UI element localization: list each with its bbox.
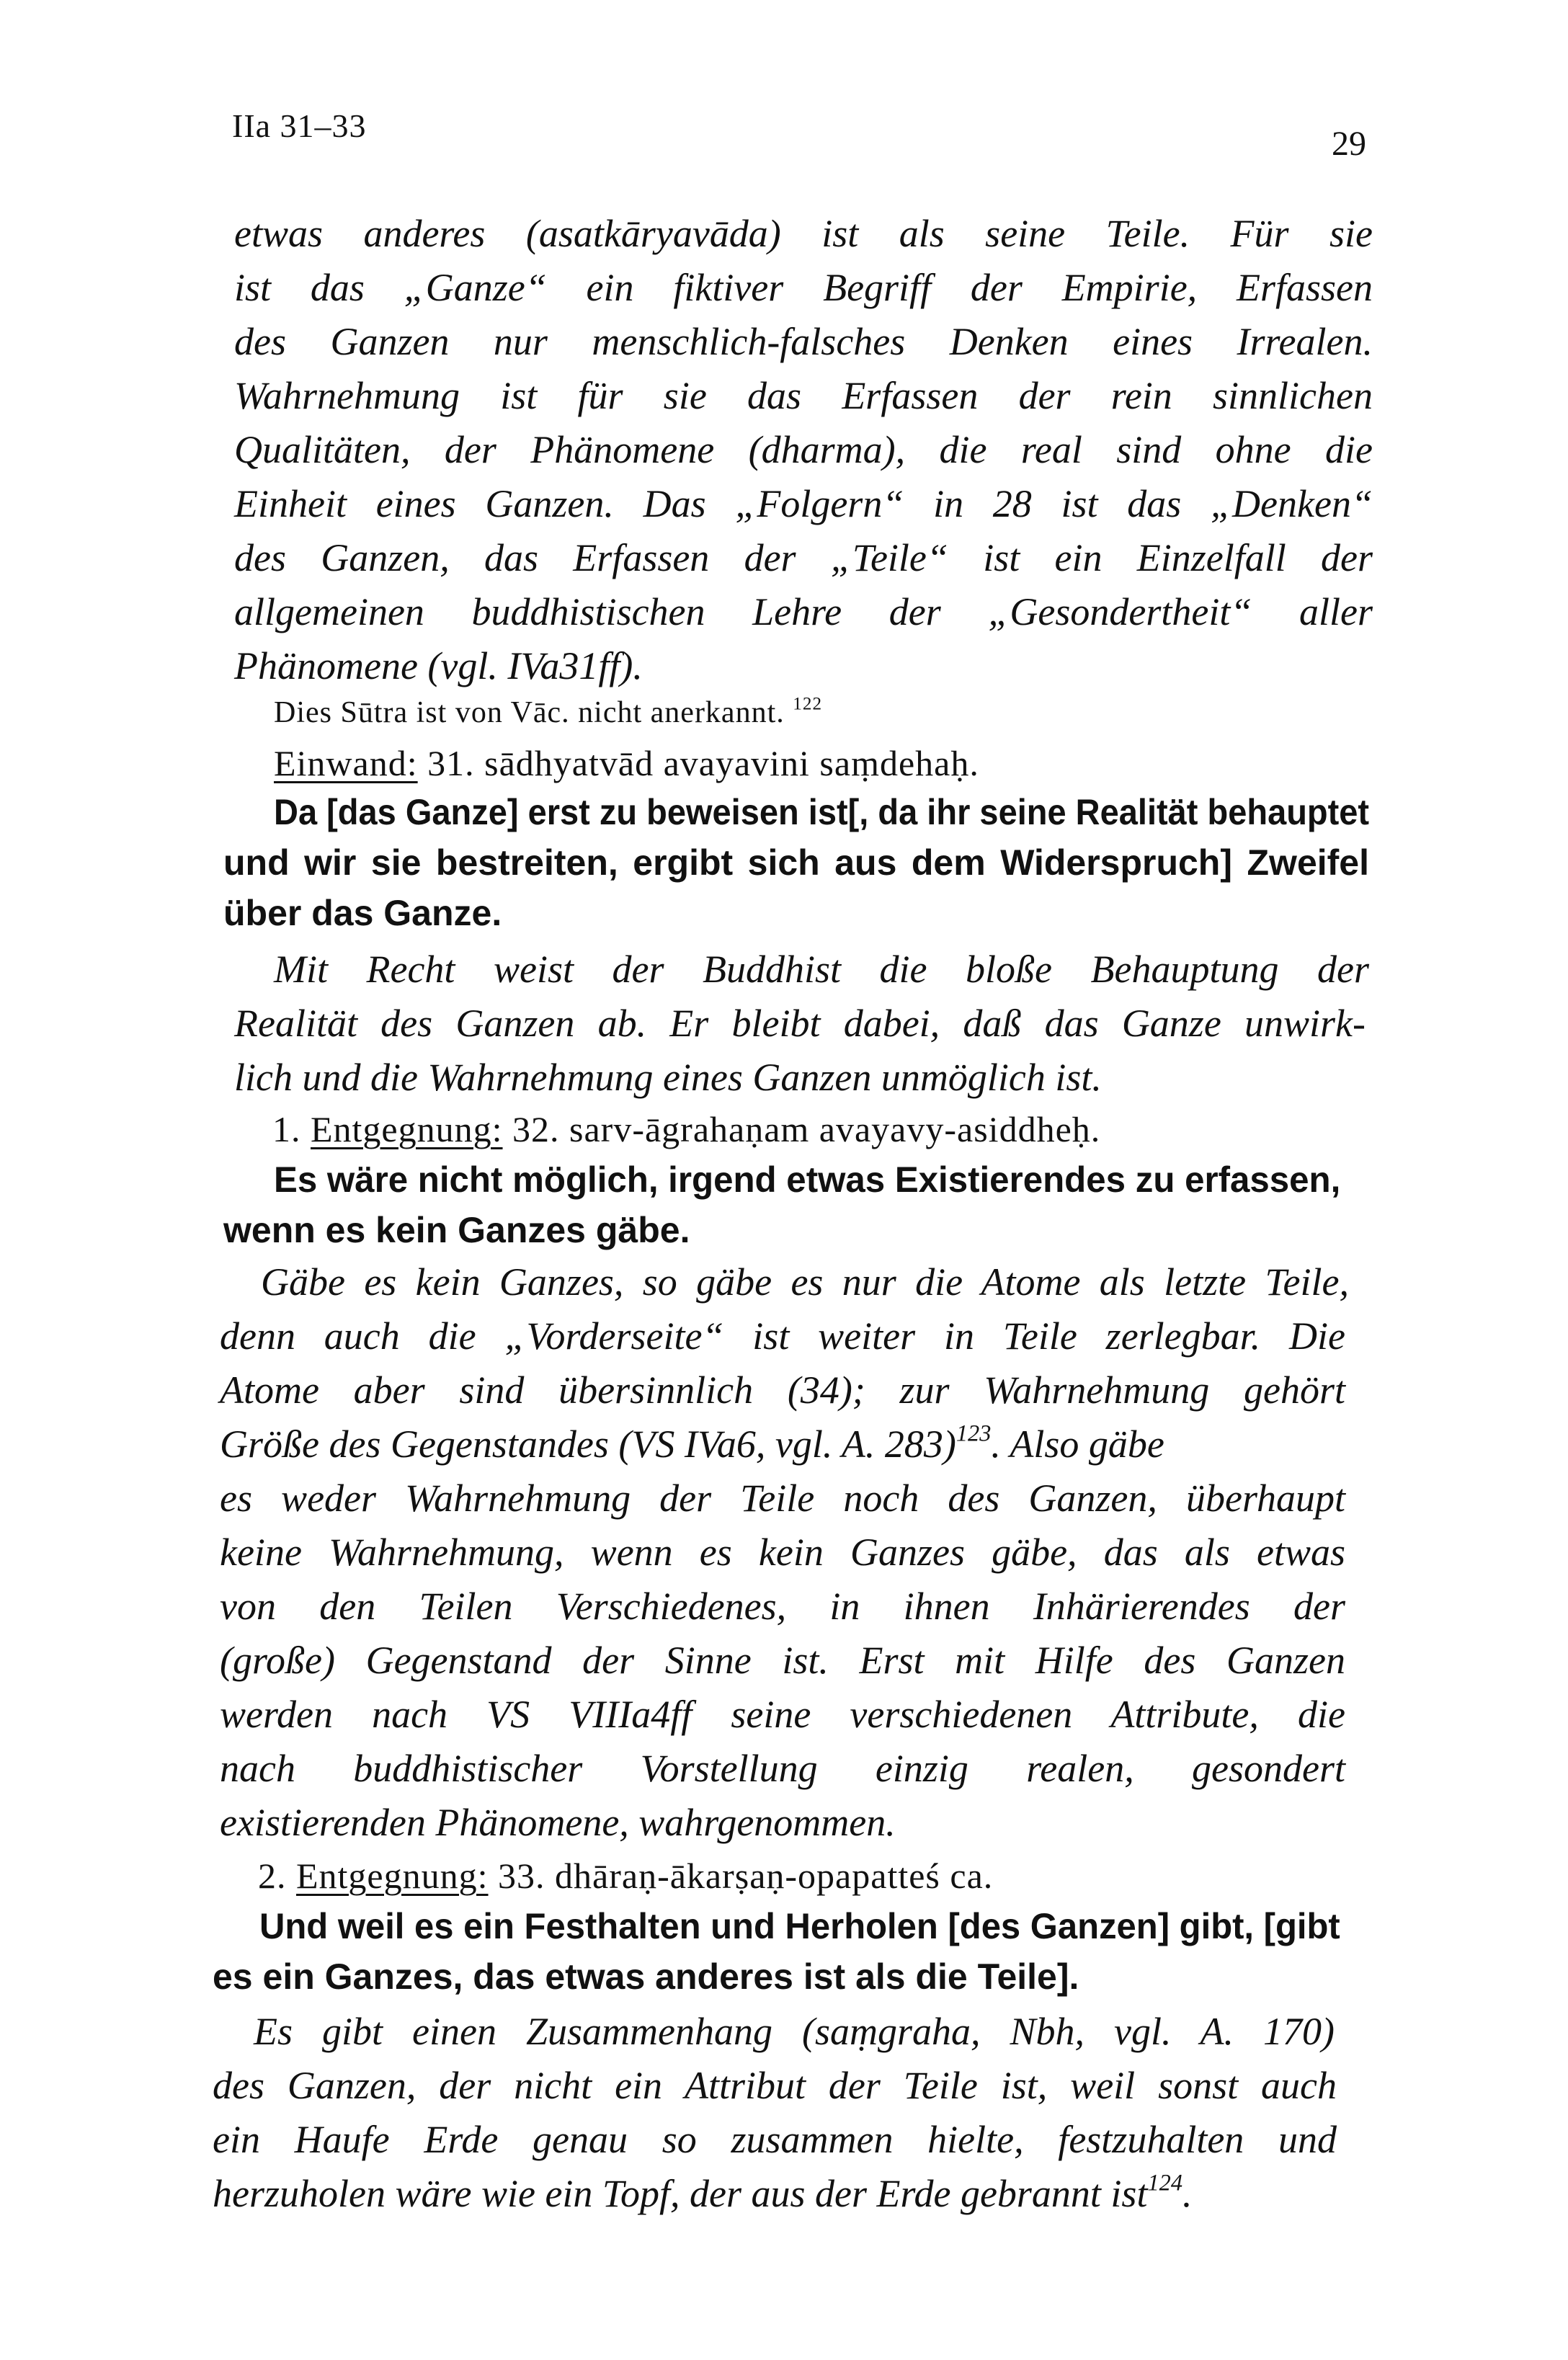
translation-line: wenn es kein Ganzes gäbe.: [223, 1210, 690, 1250]
running-header: IIa 31–33: [232, 107, 367, 144]
translation-line: über das Ganze.: [223, 893, 502, 933]
text-line: Größe des Gegenstandes (VS IVa6, vgl. A. 283)$^{123}$. Also gäbe: [220, 1420, 1164, 1466]
text-line: Gäbe es kein Ganzes, so gäbe es nur die Atome als letzte Teile,: [261, 1260, 1349, 1304]
text-line: Atome aber sind übersinnlich (34); zur Wahrnehmung gehört: [220, 1368, 1345, 1412]
text-line: etwas anderes (asatkāryavāda) ist als seine Teile. Für sie: [234, 212, 1373, 255]
text-line: lich und die Wahrnehmung eines Ganzen unmöglich ist.: [234, 1056, 1102, 1099]
text-line: allgemeinen buddhistischen Lehre der „Gesondertheit“ aller: [234, 590, 1373, 633]
sutra-label: Entgegnung:: [296, 1856, 489, 1896]
sutra-note: Dies Sūtra ist von Vāc. nicht anerkannt. $^{122}$: [274, 694, 823, 729]
text-line: Qualitäten, der Phänomene (dharma), die real sind ohne die: [234, 428, 1373, 471]
text-line: Einheit eines Ganzen. Das „Folgern“ in 28 ist das „Denken“: [234, 482, 1373, 525]
text-line: herzuholen wäre wie ein Topf, der aus der Erde gebrannt ist$^{124}$.: [213, 2170, 1193, 2215]
page-number: 29: [1332, 125, 1366, 163]
text-line: existierenden Phänomene, wahrgenommen.: [220, 1801, 896, 1844]
translation-line: es ein Ganzes, das etwas anderes ist als die Teile].: [213, 1956, 1079, 1997]
sutra-32: 1. Entgegnung: 32. sarv-āgrahaṇam avayavy-asiddheḥ.: [272, 1109, 1101, 1149]
text-line: des Ganzen, der nicht ein Attribut der Teile ist, weil sonst auch: [213, 2064, 1337, 2107]
footnote-ref: 123: [956, 1420, 992, 1447]
text-line: Realität des Ganzen ab. Er bleibt dabei, daß das Ganze unwirk-: [234, 1002, 1366, 1045]
translation-line: Es wäre nicht möglich, irgend etwas Existierendes zu erfassen,: [274, 1159, 1341, 1200]
text-line: des Ganzen nur menschlich-falsches Denken eines Irrealen.: [234, 320, 1373, 363]
text-line: Wahrnehmung ist für sie das Erfassen der rein sinnlichen: [234, 374, 1373, 417]
sutra-33: 2. Entgegnung: 33. dhāraṇ-ākarṣaṇ-opapatteś ca.: [258, 1856, 994, 1896]
translation-line: und wir sie bestreiten, ergibt sich aus dem Widerspruch] Zweifel: [223, 842, 1369, 883]
text-line: (große) Gegenstand der Sinne ist. Erst mit Hilfe des Ganzen: [220, 1639, 1345, 1682]
sutra-31: Einwand: 31. sādhyatvād avayavini saṃdehaḥ.: [274, 743, 979, 783]
text-line: Phänomene (vgl. IVa31ff).: [234, 644, 643, 687]
text-line: werden nach VS VIIIa4ff seine verschiedenen Attribute, die: [220, 1693, 1345, 1736]
translation-line: Da [das Ganze] erst zu beweisen ist[, da ihr seine Realität behauptet: [274, 792, 1370, 832]
sutra-label: Einwand:: [274, 743, 418, 783]
translation-line: Und weil es ein Festhalten und Herholen [des Ganzen] gibt, [gibt: [259, 1906, 1340, 1946]
sutra-label: Entgegnung:: [311, 1109, 503, 1149]
footnote-ref: 122: [793, 694, 823, 714]
text-line: es weder Wahrnehmung der Teile noch des Ganzen, überhaupt: [220, 1477, 1345, 1520]
text-line: des Ganzen, das Erfassen der „Teile“ ist ein Einzelfall der: [234, 536, 1373, 579]
text-line: von den Teilen Verschiedenes, in ihnen Inhärierendes der: [220, 1585, 1345, 1628]
text-line: Mit Recht weist der Buddhist die bloße Behauptung der: [274, 948, 1369, 991]
text-line: keine Wahrnehmung, wenn es kein Ganzes gäbe, das als etwas: [220, 1531, 1345, 1574]
text-line: denn auch die „Vorderseite“ ist weiter in Teile zerlegbar. Die: [220, 1314, 1345, 1358]
text-line: ist das „Ganze“ ein fiktiver Begriff der Empirie, Erfassen: [234, 266, 1373, 309]
text-line: ein Haufe Erde genau so zusammen hielte, festzuhalten und: [213, 2118, 1337, 2161]
text-line: Es gibt einen Zusammenhang (saṃgraha, Nbh, vgl. A. 170): [254, 2010, 1335, 2053]
text-line: nach buddhistischer Vorstellung einzig realen, gesondert: [220, 1747, 1345, 1790]
footnote-ref: 124: [1147, 2170, 1183, 2196]
